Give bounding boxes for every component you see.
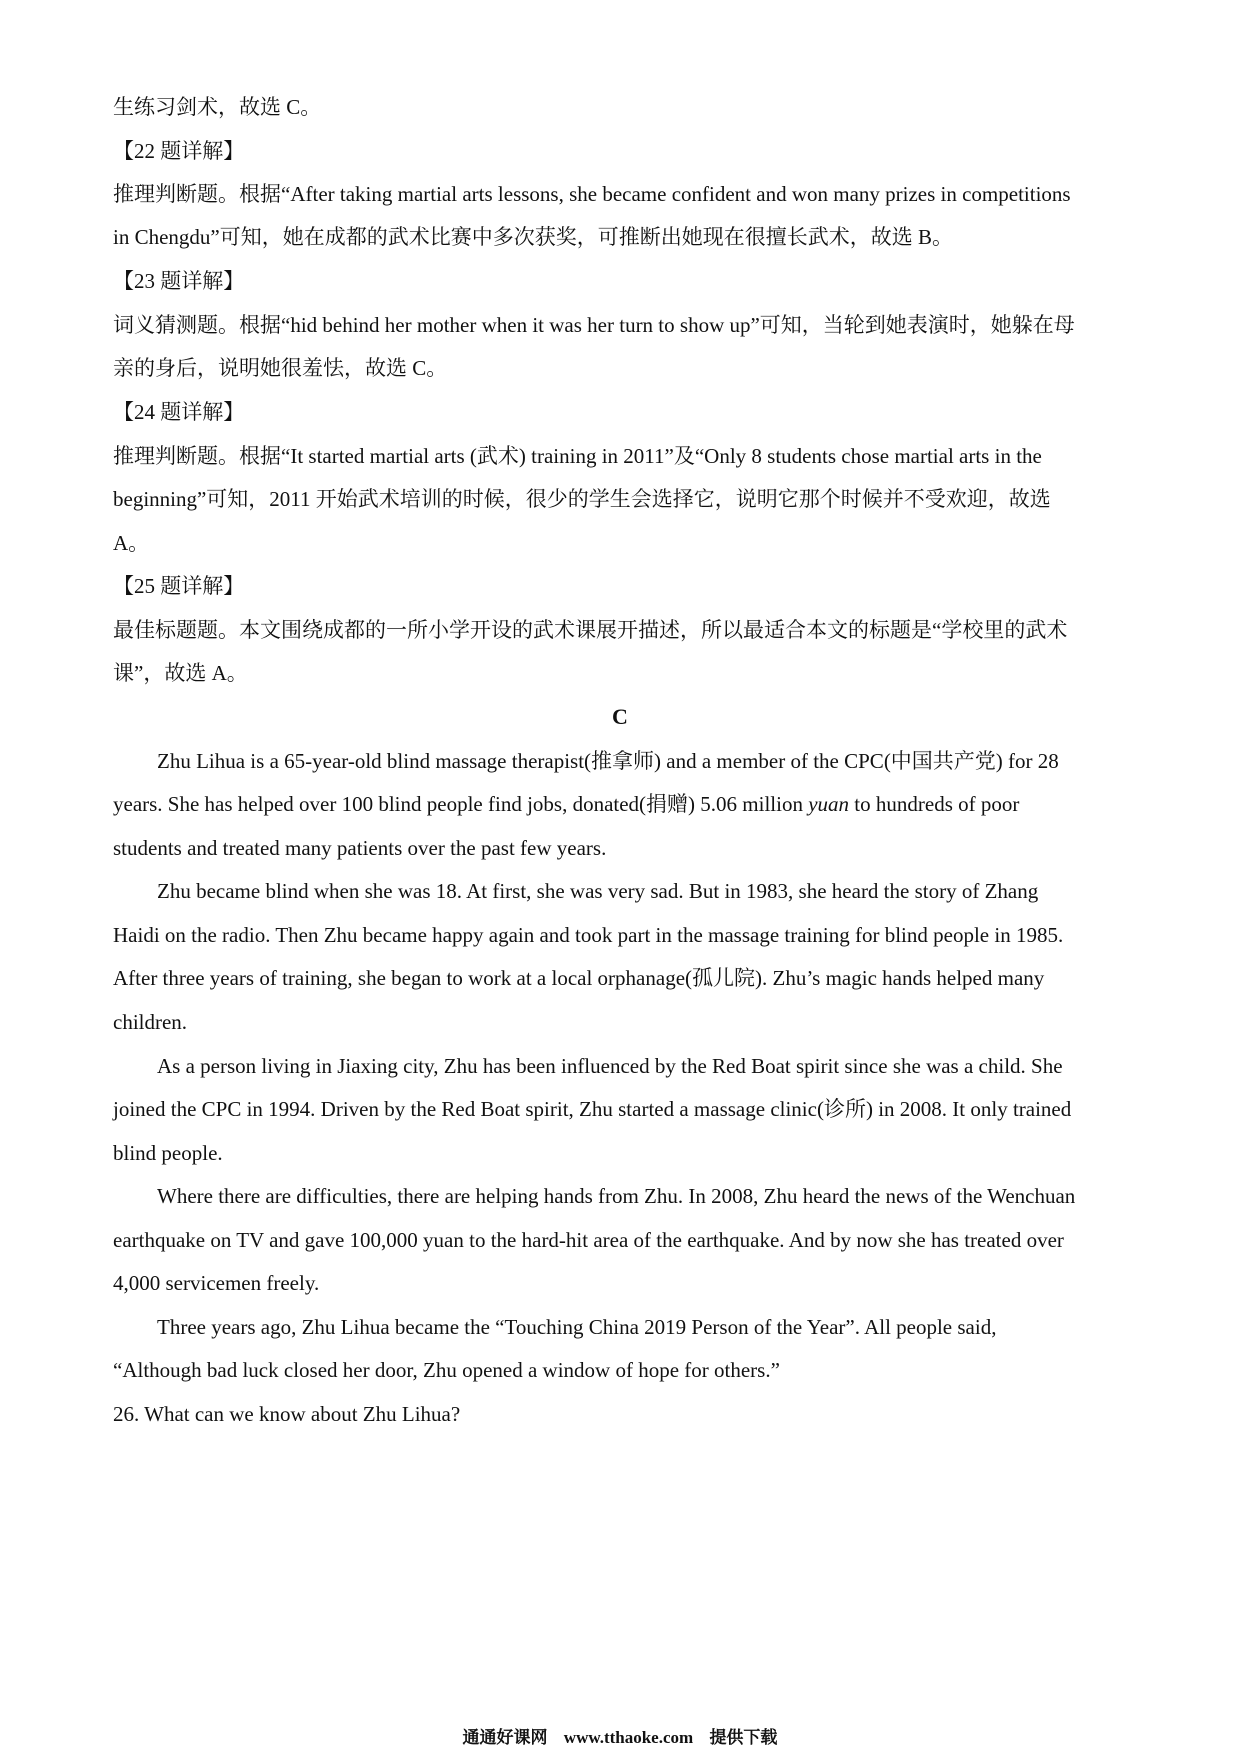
passage-line: Haidi on the radio. Then Zhu became happy again and took part in the massage training for blind people in 1985. (113, 923, 1064, 947)
passage-line: blind people. (113, 1141, 223, 1165)
answer-heading-24: 【24 题详解】 (113, 400, 245, 424)
text-line: 亲的身后，说明她很羞怯，故选 C。 (113, 356, 448, 380)
text-line: 推理判断题。根据“It started martial arts (武术) training in 2011”及“Only 8 students chose martial arts in the (113, 444, 1042, 468)
question-26: 26. What can we know about Zhu Lihua? (113, 1402, 461, 1426)
passage-line (113, 789, 1123, 819)
text-line: A。 (113, 531, 150, 555)
answer-heading-22: 【22 题详解】 (113, 139, 245, 163)
passage-line: After three years of training, she began to work at a local orphanage(孤儿院). Zhu’s magic hands helped many (113, 966, 1045, 990)
answer-heading-25: 【25 题详解】 (113, 574, 245, 598)
footer-site-name: 通通好课网 (462, 1728, 548, 1747)
passage-line: Three years ago, Zhu Lihua became the “Touching China 2019 Person of the Year”. All people said, (157, 1315, 997, 1339)
text-line: 生练习剑术，故选 C。 (113, 95, 322, 119)
footer-url[interactable]: www.tthaoke.com (563, 1728, 694, 1747)
answer-heading-23: 【23 题详解】 (113, 269, 245, 293)
passage-text: to hundreds of poor (849, 792, 1020, 816)
passage-line: Where there are difficulties, there are helping hands from Zhu. In 2008, Zhu heard the news of the Wenchuan (157, 1184, 1076, 1208)
passage-line: 4,000 servicemen freely. (113, 1271, 320, 1295)
text-line: beginning”可知，2011 开始武术培训的时候，很少的学生会选择它，说明它那个时候并不受欢迎，故选 (113, 487, 1051, 511)
passage-text: years. She has helped over 100 blind people find jobs, donated(捐赠) 5.06 million (113, 792, 809, 816)
passage-line: “Although bad luck closed her door, Zhu opened a window of hope for others.” (113, 1358, 780, 1382)
passage-line: Zhu became blind when she was 18. At first, she was very sad. But in 1983, she heard the story of Zhang (157, 879, 1039, 903)
text-line: 课”，故选 A。 (113, 661, 248, 685)
passage-italic: yuan (808, 792, 850, 816)
text-line: 最佳标题题。本文围绕成都的一所小学开设的武术课展开描述，所以最适合本文的标题是“学校里的武术 (113, 618, 1068, 642)
passage-line: students and treated many patients over the past few years. (113, 836, 607, 860)
page-footer (0, 1727, 1240, 1749)
passage-line: As a person living in Jiaxing city, Zhu has been influenced by the Red Boat spirit since she was a child. She (157, 1054, 1063, 1078)
passage-line: joined the CPC in 1994. Driven by the Red Boat spirit, Zhu started a massage clinic(诊所) in 2008. It only trained (113, 1097, 1072, 1121)
passage-line: Zhu Lihua is a 65-year-old blind massage therapist(推拿师) and a member of the CPC(中国共产党) for 28 (157, 749, 1059, 773)
text-line: in Chengdu”可知，她在成都的武术比赛中多次获奖，可推断出她现在很擅长武术，故选 B。 (113, 225, 953, 249)
text-line: 推理判断题。根据“After taking martial arts lessons, she became confident and won many prizes in competitions (113, 182, 1071, 206)
section-title: C (612, 704, 628, 729)
passage-line: earthquake on TV and gave 100,000 yuan to the hard-hit area of the earthquake. And by now she has treated over (113, 1228, 1064, 1252)
footer-note: 提供下载 (709, 1728, 778, 1747)
passage-line: children. (113, 1010, 188, 1034)
text-line: 词义猜测题。根据“hid behind her mother when it was her turn to show up”可知，当轮到她表演时，她躲在母 (113, 313, 1075, 337)
